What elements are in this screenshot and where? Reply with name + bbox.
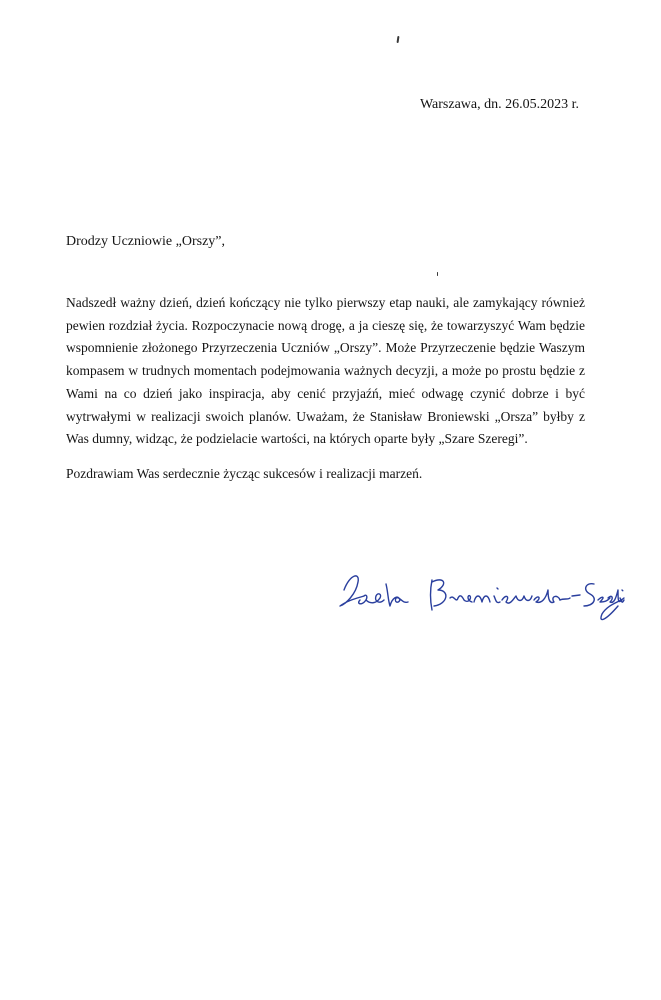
body-paragraph: Nadszedł ważny dzień, dzień kończący nie tylko pierwszy etap nauki, ale zamykający również pewien rozdział życia. Rozpoczynacie nową drogę, a ja cieszę się, że towarzyszyć Wam będzie wspomnienie złożonego Przyrzeczenia Uczniów „Orszy”. Może Przyrzeczenie będzie Waszym kompasem w trudnych momentach podejmowania ważnych decyzji, a może po prostu będzie z Wami na co dzień jako inspiracja, aby cenić przyjaźń, mieć odwagę czynić dobrze i być wytrwałymi w realizacji swoich planów. Uważam, że Stanisław Broniewski „Orsza” byłby z Was dumny, widząc, że podzielacie wartości, na których oparte były „Szare Szeregi”.	[66, 295, 585, 447]
scan-speck	[397, 36, 400, 43]
closing-line: Pozdrawiam Was serdecznie życząc sukcesów i realizacji marzeń.	[66, 465, 423, 481]
scan-speck	[437, 272, 438, 276]
letter-body	[66, 292, 585, 486]
handwritten-signature	[336, 560, 626, 630]
place-and-date: Warszawa, dn. 26.05.2023 r.	[419, 97, 579, 112]
salutation: Drodzy Uczniowie „Orszy”,	[66, 234, 225, 249]
